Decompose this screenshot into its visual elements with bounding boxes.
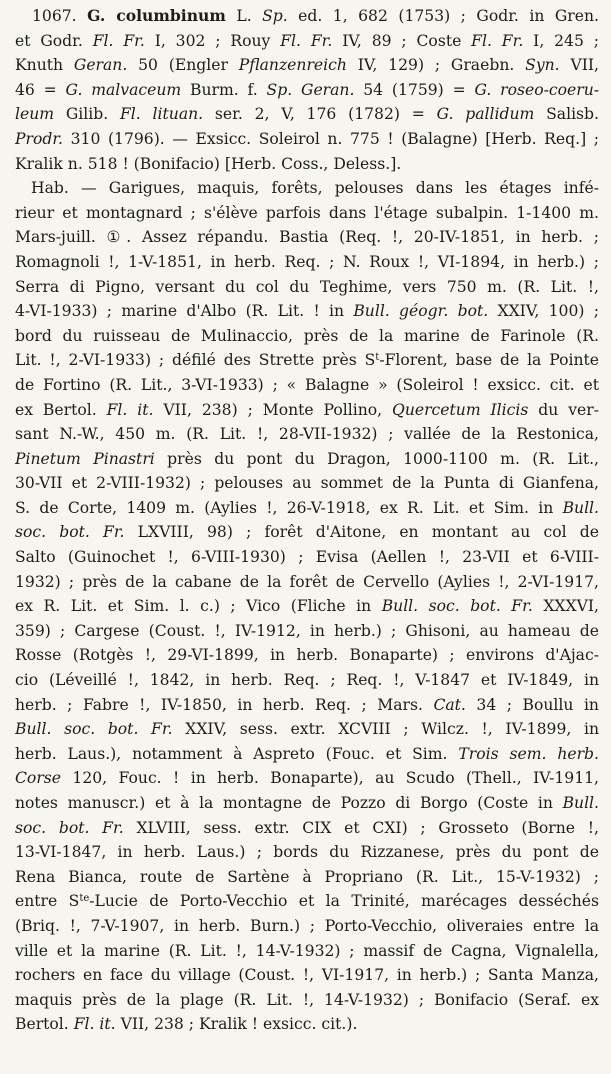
habitat-line: ville et la marine (R. Lit. !, 14-V-1932) ; massif de Cagna, Vignalella,: [15, 941, 599, 960]
entry-line: et Godr. Fl. Fr. I, 302 ; Rouy Fl. Fr. IV, 89 ; Coste Fl. Fr. I, 245 ;: [15, 31, 599, 50]
taxon-name: G. columbinum: [87, 6, 226, 25]
habitat-line: Serra di Pigno, versant du col du Teghime, vers 750 m. (R. Lit. !,: [15, 277, 599, 296]
habitat-line: Salto (Guinochet !, 6-VIII-1930) ; Evisa (Aellen !, 23-VII et 6-VIII-: [15, 548, 599, 567]
habitat-line: Mars-juill. ①. Assez répandu. Bastia (Req. !, 20-IV-1851, in herb. ;: [15, 228, 599, 247]
entry-heading-line: [15, 4, 599, 29]
habitat-line: ex Bertol. Fl. it. VII, 238) ; Monte Pollino, Quercetum Ilicis du ver-: [15, 400, 599, 419]
habitat-line: Romagnoli !, 1-V-1851, in herb. Req. ; N. Roux !, VI-1894, in herb.) ;: [15, 252, 599, 271]
entry-number: 1067.: [32, 7, 77, 25]
entry-line: 46 = G. malvaceum Burm. f. Sp. Geran. 54 (1759) = G. roseo-coeru-: [15, 80, 599, 99]
habitat-heading-line: Hab. — Garigues, maquis, forêts, pelouses dans les étages infé-: [31, 179, 599, 198]
habitat-line: 30-VII et 2-VIII-1932) ; pelouses au sommet de la Punta di Gianfena,: [15, 474, 599, 493]
habitat-line: Pinetum Pinastri près du pont du Dragon, 1000-1100 m. (R. Lit.,: [15, 449, 599, 468]
habitat-line: rochers en face du village (Coust. !, VI-1917, in herb.) ; Santa Manza,: [15, 966, 599, 985]
habitat-line: soc. bot. Fr. LXVIII, 98) ; forêt d'Aitone, en montant au col de: [15, 523, 599, 542]
habitat-line: bord du ruisseau de Mulinaccio, près de la marine de Farinole (R.: [15, 326, 599, 345]
entry-line: leum Gilib. Fl. lituan. ser. 2, V, 176 (1782) = G. pallidum Salisb.: [15, 105, 599, 124]
habitat-line: herb. Laus.), notamment à Aspreto (Fouc. et Sim. Trois sem. herb.: [15, 744, 599, 763]
entry-line: L. Sp. ed. 1, 682 (1753) ; Godr. in Gren.: [236, 7, 599, 25]
habitat-line: 4-VI-1933) ; marine d'Albo (R. Lit. ! in Bull. géogr. bot. XXIV, 100) ;: [15, 302, 599, 321]
species-entry: [15, 4, 599, 176]
habitat-line: 13-VI-1847, in herb. Laus.) ; bords du Rizzanese, près du pont de: [15, 843, 599, 862]
habitat-line: Bull. soc. bot. Fr. XXIV, sess. extr. XCVIII ; Wilcz. !, IV-1899, in: [15, 720, 599, 739]
habitat-line: Rosse (Rotgès !, 29-VI-1899, in herb. Bonaparte) ; environs d'Ajac-: [15, 646, 599, 665]
habitat-line: sant N.-W., 450 m. (R. Lit. !, 28-VII-1932) ; vallée de la Restonica,: [15, 425, 599, 444]
habitat-line: Rena Bianca, route de Sartène à Propriano (R. Lit., 15-V-1932) ;: [15, 867, 599, 886]
habitat-line: de Fortino (R. Lit., 3-VI-1933) ; « Balagne » (Soleirol ! exsicc. cit. et: [15, 375, 599, 394]
habitat-line: maquis près de la plage (R. Lit. !, 14-V-1932) ; Bonifacio (Seraf. ex: [15, 990, 599, 1009]
habitat-line: rieur et montagnard ; s'élève parfois dans l'étage subalpin. 1-1400 m.: [15, 203, 599, 222]
entry-line: Kralik n. 518 ! (Bonifacio) [Herb. Coss., Deless.].: [15, 154, 402, 173]
habitat-line: soc. bot. Fr. XLVIII, sess. extr. CIX et CXI) ; Grosseto (Borne !,: [15, 818, 599, 837]
habitat-line: S. de Corte, 1409 m. (Aylies !, 26-V-1918, ex R. Lit. et Sim. in Bull.: [15, 498, 599, 517]
habitat-line: (Briq. !, 7-V-1907, in herb. Burn.) ; Porto-Vecchio, oliveraies entre la: [15, 916, 599, 935]
habitat-line: herb. ; Fabre !, IV-1850, in herb. Req. ; Mars. Cat. 34 ; Boullu in: [15, 695, 599, 714]
habitat-paragraph: [15, 176, 599, 1037]
habitat-line: Bertol. Fl. it. VII, 238 ; Kralik ! exsicc. cit.).: [15, 1015, 358, 1034]
habitat-line: entre $S^{te}$-Lucie de Porto-Vecchio et la Trinité, marécages desséchés: [15, 892, 599, 911]
habitat-line: Corse 120, Fouc. ! in herb. Bonaparte), au Scudo (Thell., IV-1911,: [15, 769, 599, 788]
entry-line: Prodr. 310 (1796). — Exsicc. Soleirol n. 775 ! (Balagne) [Herb. Req.] ;: [15, 129, 599, 148]
entry-line: Knuth Geran. 50 (Engler Pflanzenreich IV, 129) ; Graebn. Syn. VII,: [15, 56, 599, 75]
habitat-line: ex R. Lit. et Sim. l. c.) ; Vico (Fliche in Bull. soc. bot. Fr. XXXVI,: [15, 597, 599, 616]
habitat-line: 1932) ; près de la cabane de la forêt de Cervello (Aylies !, 2-VI-1917,: [15, 572, 599, 591]
habitat-line: 359) ; Cargese (Coust. !, IV-1912, in herb.) ; Ghisoni, au hameau de: [15, 621, 599, 640]
habitat-line: notes manuscr.) et à la montagne de Pozzo di Borgo (Coste in Bull.: [15, 794, 599, 812]
habitat-line: cio (Léveillé !, 1842, in herb. Req. ; Req. !, V-1847 et IV-1849, in: [15, 671, 599, 690]
habitat-line: Lit. !, 2-VI-1933) ; défilé des Strette près $S^t$-Florent, base de la Pointe: [15, 351, 599, 370]
